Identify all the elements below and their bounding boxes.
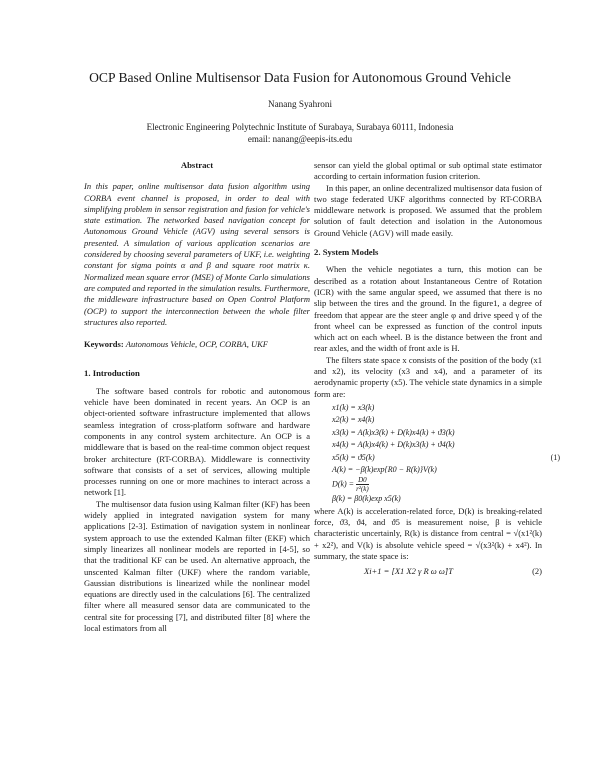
- equation-beta: β(k) = β0(k)exp x5(k): [332, 494, 401, 504]
- left-column: [84, 160, 310, 634]
- abstract-heading: Abstract: [180, 160, 214, 170]
- equation-x2: x2(k) = x4(k): [332, 415, 375, 425]
- equation-D-fraction: [356, 476, 369, 493]
- intro-paragraph-3: sensor can yield the global optimal or sub optimal state estimator according to certain information fusion criterion.: [314, 160, 542, 182]
- equation-D-denominator: r²(k): [356, 485, 369, 494]
- equation-state-text: Xi+1 = [X1 X2 γ R ω ω̇]T: [364, 566, 453, 577]
- equation-x1: x1(k) = x3(k): [332, 402, 375, 412]
- affiliation-block: [0, 122, 600, 145]
- keywords-label: Keywords:: [84, 339, 124, 350]
- paper-title: OCP Based Online Multisensor Data Fusion for Autonomous Ground Vehicle: [89, 70, 511, 85]
- equation-x3: x3(k) = A(k)x3(k) + D(k)x4(k) + ϑ3(k): [332, 427, 455, 437]
- equation-x4: x4(k) = A(k)x4(k) + D(k)x3(k) + ϑ4(k): [332, 440, 455, 450]
- right-column: [314, 160, 560, 578]
- intro-paragraph-1: The software based controls for robotic and autonomous vehicle have been dominated in recent years. An OCP is an object-oriented software infrastructure implemented that allows seamless integration of cross-platform software and hardware components in any control system architecture. An OCP is a middleware that is based on the real-time common object request broker architecture (RT-CORBA). Middleware is connectivity software that consists of a set of services, allowing multiple processes running on one or more machines to interact across a network [1].: [84, 385, 310, 498]
- email: email: nanang@eepis-its.edu: [247, 133, 353, 144]
- equation-D: [332, 476, 542, 493]
- equation-block-1: [332, 402, 560, 506]
- equation-x5: x5(k) = ϑ5(k): [332, 452, 375, 462]
- intro-heading: 1. Introduction: [84, 368, 140, 379]
- equation-A: A(k) = −β(k)exp{R0 − R(k)}V(k): [332, 464, 437, 474]
- keywords: [84, 339, 310, 350]
- equation-state: [364, 566, 542, 577]
- author-name: Nanang Syahroni: [267, 99, 333, 109]
- system-paragraph-2: The filters state space x consists of the position of the body (x1 and x2), its velocity (x3 and x4), and a parameter of its aerodynamic property (x5). The vehicle state dynamics in a simple form are:: [314, 354, 542, 399]
- keywords-text: Autonomous Vehicle, OCP, CORBA, UKF: [125, 339, 269, 350]
- affiliation: Electronic Engineering Polytechnic Institute of Surabaya, Surabaya 60111, Indonesia: [146, 122, 454, 132]
- system-paragraph-3: where A(k) is acceleration-related force, D(k) is breaking-related force, ϑ3, ϑ4, and ϑ5 is measurement noise, β is vehicle characteristic uncertainly, R(k) is distance from central = √(x1²(k) + x2²), and V(k) is absolute vehicle speed = √(x3²(k) + x4²). In summary, the state space is:: [314, 505, 542, 561]
- abstract-section: [84, 181, 310, 328]
- system-paragraph-1: When the vehicle negotiates a turn, this motion can be described as a rotation about Instantaneous Centre of Rotation (ICR) with the same angular speed, we assumed that there is no slip between the tires and the ground. In the figure1, a degree of freedom that appear are the steer angle φ and drive speed γ of the front wheel can be expressed as function of the control inputs which act on each wheel. B is the distance between the front and rear axles, and the width of front axle is H.: [314, 264, 542, 354]
- equation-D-numerator: D0: [356, 476, 369, 485]
- equation-number-2: (2): [532, 566, 542, 577]
- equation-number-1: (1): [550, 452, 560, 462]
- equation-D-lhs: D(k) =: [332, 479, 355, 489]
- intro-paragraph-4: In this paper, an online decentralized multisensor data fusion of two stage federated UKF algorithms connected by RT-CORBA middleware network is proposed. We assumed that the problem solution of fault detection and isolation in the Autonomous Ground Vehicle (AGV) will made easily.: [314, 182, 542, 238]
- system-heading: 2. System Models: [314, 247, 379, 258]
- abstract-text: In this paper, online multisensor data fusion algorithm using CORBA event channel is proposed, in order to deal with simplifying problem in sensor registration and fusion for vehicle's state estimation. The networked based navigation concept for Autonomous Ground Vehicle (AGV) using several sensors is presented. A simulation of various application scenarios are considered by choosing several parameters of UKF, i.e. weighting constant for sigma points α and β and square root matrix κ. Normalized mean square error (MSE) of Monte Carlo simulations are computed and reported in the simulation results. Furthermore, the middleware infrastructure based on Open Control Platform (OCP) to support the interconnection between the whole filter structures also reported.: [84, 181, 310, 327]
- intro-paragraph-2: The multisensor data fusion using Kalman filter (KF) has been widely applied in integrated navigation system for many applications [2-3]. Estimation of navigation system in nonlinear system approach to use the extended Kalman filter (EKF) which simply linearizes all nonlinear models are reported in [4-5], so that the traditional KF can be used. An alternative approach, the unscented Kalman filter (UKF) where the random variable, Gaussian distributions is linearized while the nonlinear model equations are directly used in the calculations [6]. The centralized filter where all measured sensor data are communicated to the central site for processing [7], and distributed filter [8] where the local estimators from all: [84, 498, 310, 633]
